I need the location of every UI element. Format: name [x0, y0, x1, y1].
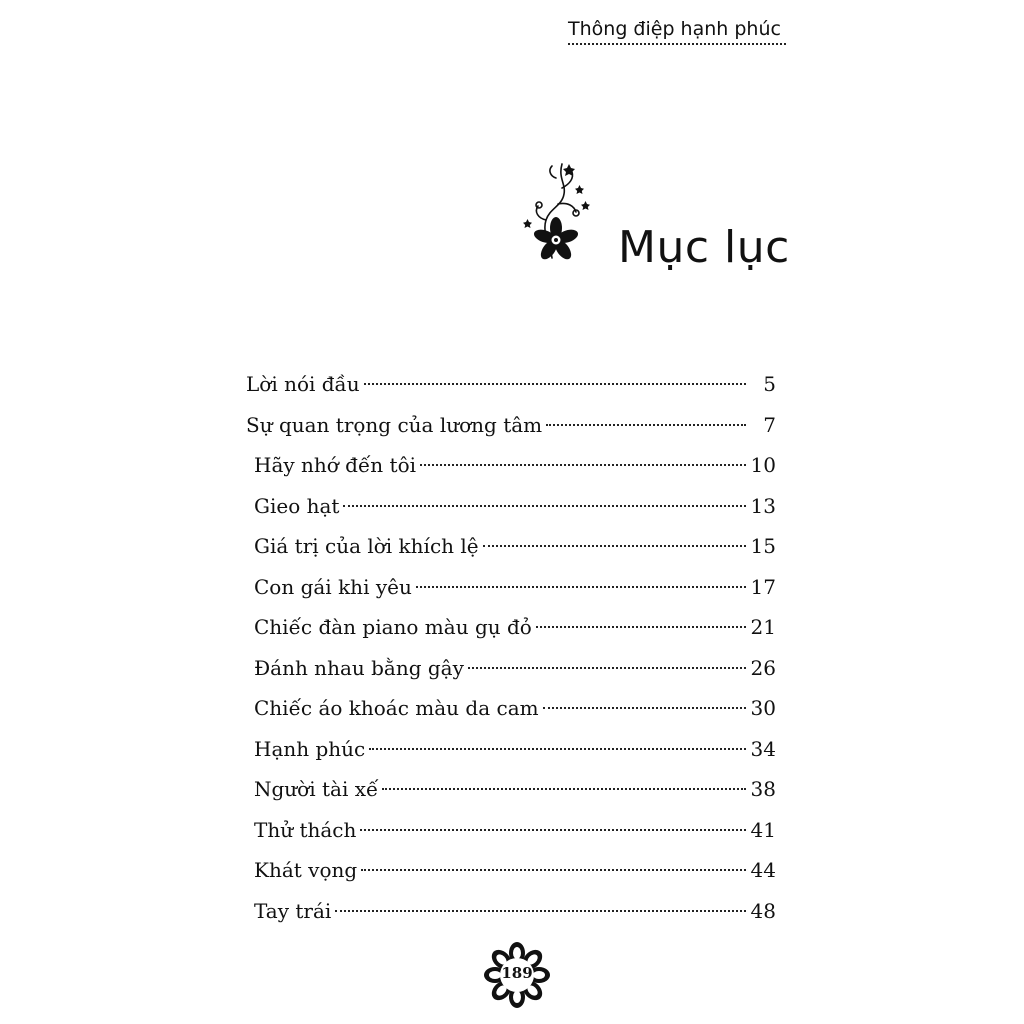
toc-entry-page: 17 — [750, 574, 776, 599]
toc-entry — [246, 769, 776, 810]
toc-entry — [246, 405, 776, 446]
toc-entry-page: 30 — [750, 696, 776, 720]
toc-entry — [246, 364, 776, 405]
toc-entry-title: Đánh nhau bằng gậy — [254, 655, 464, 680]
toc-entry-page: 7 — [763, 412, 776, 437]
toc-entry-page: 5 — [763, 372, 776, 396]
dot-leader — [416, 586, 746, 588]
toc-entry-title: Sự quan trọng của lương tâm — [246, 412, 543, 437]
toc-entry — [246, 850, 776, 891]
page-title: Mục lục — [618, 222, 790, 273]
toc-entry-title: Chiếc đàn piano màu gụ đỏ — [254, 615, 532, 639]
running-header: Thông điệp hạnh phúc — [568, 18, 786, 45]
dot-leader — [335, 910, 746, 912]
dot-leader — [382, 788, 746, 790]
toc-entry — [246, 810, 776, 851]
floral-vine-icon — [512, 158, 602, 268]
toc-entry-page: 41 — [750, 817, 776, 842]
toc-entry — [246, 729, 776, 770]
dot-leader — [360, 829, 746, 831]
dot-leader — [536, 626, 746, 628]
dot-leader — [483, 545, 746, 547]
toc-entry-title: Chiếc áo khoác màu da cam — [254, 696, 539, 720]
toc-entry-title: Giá trị của lời khích lệ — [254, 534, 479, 558]
toc-entry — [246, 891, 776, 932]
toc-entry — [246, 648, 776, 689]
toc-entry-title: Người tài xế — [254, 777, 379, 801]
dot-leader — [420, 464, 746, 466]
page-number: 189 — [501, 964, 533, 982]
table-of-contents — [246, 364, 776, 931]
toc-entry-title: Tay trái — [254, 898, 332, 923]
toc-entry-page: 48 — [750, 898, 776, 923]
toc-entry-title: Thử thách — [254, 817, 357, 842]
toc-entry-page: 26 — [750, 655, 776, 680]
dot-leader — [468, 667, 746, 669]
toc-entry-title: Lời nói đầu — [246, 372, 360, 396]
toc-entry — [246, 688, 776, 729]
dot-leader — [361, 869, 746, 871]
toc-entry-page: 10 — [750, 453, 776, 477]
toc-entry-title: Hãy nhớ đến tôi — [254, 453, 417, 477]
toc-entry-page: 15 — [750, 534, 776, 558]
dot-leader — [369, 748, 746, 750]
toc-entry — [246, 526, 776, 567]
toc-entry-page: 34 — [750, 736, 776, 761]
dot-leader — [546, 424, 746, 426]
dot-leader — [543, 707, 746, 709]
toc-entry-title: Gieo hạt — [254, 493, 340, 518]
toc-entry — [246, 567, 776, 608]
toc-entry-title: Con gái khi yêu — [254, 574, 412, 599]
dot-leader — [364, 383, 746, 385]
toc-entry — [246, 486, 776, 527]
toc-entry — [246, 607, 776, 648]
toc-entry-title: Khát vọng — [254, 858, 358, 882]
toc-entry — [246, 445, 776, 486]
dot-leader — [343, 505, 746, 507]
toc-entry-page: 38 — [750, 777, 776, 801]
toc-entry-page: 44 — [750, 858, 776, 882]
toc-entry-page: 21 — [750, 615, 776, 639]
toc-entry-page: 13 — [750, 493, 776, 518]
toc-entry-title: Hạnh phúc — [254, 736, 366, 761]
